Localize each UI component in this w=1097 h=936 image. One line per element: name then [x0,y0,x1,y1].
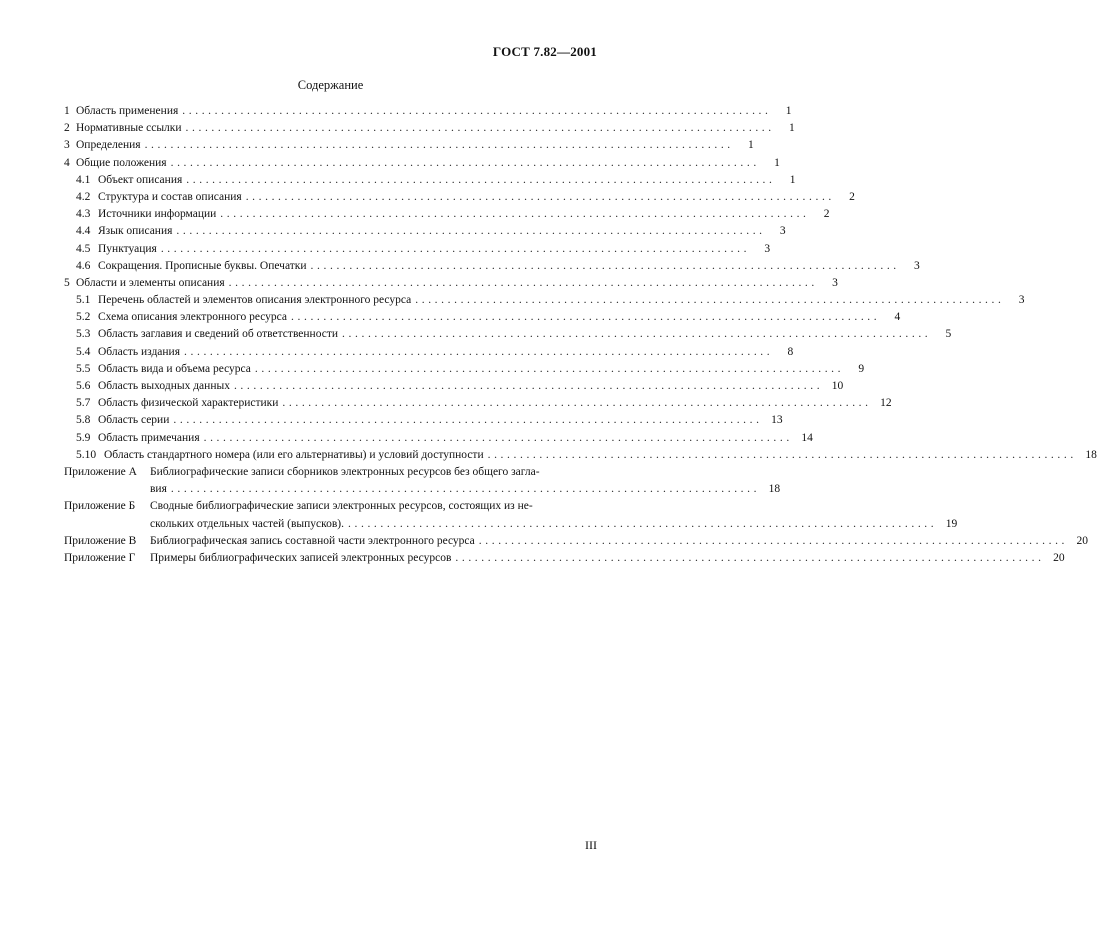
appendix-entry [64,550,1065,567]
toc-entry-page: 3 [914,259,920,272]
dot-leader: ........................................................................................... [185,122,775,135]
dot-leader: ........................................................................................... [455,551,1045,564]
toc-entry-number: 5.7 [76,397,91,410]
toc-entry [64,223,786,240]
toc-entry-label: Область стандартного номера (или его альтернативы) и условий доступности [104,448,484,461]
toc-entry [64,103,792,120]
toc-entry-page: 18 [1085,448,1097,461]
toc-entry [64,412,783,429]
toc-entry-number: 3 [64,139,70,152]
toc-entry-label: Определения [76,139,141,152]
toc-entry [64,378,844,395]
appendix-page: 20 [1053,551,1065,564]
appendix-page: 20 [1076,534,1089,547]
toc-entry-label: Пунктуация [98,242,157,255]
toc-entry-number: 4.4 [76,225,91,238]
toc-entry-label: Общие положения [76,156,167,169]
appendix-title [150,498,600,515]
dot-leader: ........................................................................................... [160,242,751,255]
toc-entry-number: 5.9 [76,431,91,444]
toc-entry-page: 1 [789,173,796,186]
toc-entries [64,103,1097,464]
dot-leader: ........................................................................................... [173,414,763,427]
toc-entry [64,206,830,223]
toc-entry-number: 4.6 [76,259,91,272]
toc-entry [64,292,1025,309]
toc-entry-number: 1 [64,105,70,117]
toc-entry-number: 4.5 [76,242,91,255]
appendix-title-line1: Сводные библиографические записи электронных ресурсов, состоящих из не- [150,500,533,513]
appendix-title-line2: вия [150,483,167,496]
toc-entry-page: 1 [789,122,795,135]
toc-entry-label: Область физической характеристики [98,397,279,410]
dot-leader: ........................................................................................... [282,397,872,410]
appendix-entry-continued [64,481,781,498]
toc-entry [64,361,865,378]
toc-entry-label: Язык описания [98,225,173,238]
dot-leader: ........................................................................................... [186,173,776,186]
toc-entry [64,137,754,154]
dot-leader: ........................................................................................... [487,448,1077,461]
toc-entry-label: Область вида и объема ресурса [98,362,251,375]
toc-entry-label: Области и элементы описания [76,276,225,289]
toc-entry-number: 4.2 [76,190,91,203]
appendix-prefix: Приложение А [64,465,137,478]
toc-entry [64,309,901,326]
toc-entry [64,241,771,258]
appendix-prefix: Приложение Г [64,551,136,564]
toc-entry-label: Объект описания [98,173,183,186]
dot-leader: ........................................................................................... [291,311,881,324]
toc-entry-number: 4 [64,156,70,169]
toc-entry-page: 4 [894,311,901,324]
appendix-prefix: Приложение Б [64,500,136,513]
appendix-prefix: Приложение В [64,534,137,547]
toc-entry-number: 5.1 [76,294,91,307]
toc-entry-label: Область издания [98,345,181,358]
toc-entry-page: 8 [787,345,794,358]
dot-leader: ........................................................................................... [203,431,793,444]
appendix-title-line1: Примеры библиографических записей электронных ресурсов [150,551,452,564]
toc-entry-page: 14 [801,431,813,444]
appendix-title-line2: скольких отдельных частей (выпусков). [150,517,345,530]
dot-leader: ........................................................................................... [176,225,766,238]
toc-entry-number: 4.3 [76,208,91,221]
dot-leader: ........................................................................................... [342,328,932,341]
dot-leader: ........................................................................................... [348,517,938,530]
appendix-page: 19 [945,517,958,530]
table-of-contents [64,103,1097,567]
toc-entry-label: Источники информации [98,208,217,221]
toc-entry-page: 2 [849,190,855,203]
toc-entry-number: 5.5 [76,362,91,375]
toc-entry-page: 1 [748,139,754,152]
toc-appendices [64,464,1089,567]
toc-entry [64,344,794,361]
toc-entry-page: 12 [880,397,892,410]
dot-leader: ........................................................................................... [415,294,1005,307]
toc-entry-number: 5.10 [76,448,97,461]
dot-leader: ........................................................................................... [170,156,760,169]
toc-entry-number: 5.4 [76,345,91,358]
toc-entry [64,189,855,206]
dot-leader: ........................................................................................... [254,362,845,375]
toc-entry-label: Нормативные ссылки [76,122,182,135]
toc-entry-page: 3 [1018,294,1025,307]
toc-entry-label: Область выходных данных [98,380,230,392]
toc-entry-label: Область заглавия и сведений об ответственности [98,328,339,341]
toc-entry-page: 1 [774,156,780,169]
document-id: ГОСТ 7.82—2001 [492,44,597,59]
toc-entry [64,258,920,275]
toc-entry-label: Сокращения. Прописные буквы. Опечатки [98,259,307,272]
toc-entry [64,395,892,412]
toc-entry-page: 1 [785,105,792,117]
toc-entry-page: 13 [771,414,783,427]
toc-entry-number: 5.6 [76,380,91,392]
toc-title: Содержание [297,78,364,92]
dot-leader: ........................................................................................... [310,259,900,272]
dot-leader: ........................................................................................... [245,190,835,203]
dot-leader: ........................................................................................... [220,208,810,221]
dot-leader: ........................................................................................... [144,139,734,152]
toc-entry-label: Перечень областей и элементов описания электронного ресурса [98,294,412,307]
toc-entry-page: 3 [764,242,771,255]
toc-entry-label: Область примечания [98,431,200,444]
appendix-entry-continued [64,516,958,533]
toc-entry [64,430,813,447]
toc-entry [64,326,952,343]
dot-leader: ........................................................................................... [170,483,761,496]
appendix-entry [64,533,1089,550]
toc-entry-number: 4.1 [76,173,91,186]
toc-entry-page: 3 [832,276,838,289]
dot-leader: ........................................................................................... [182,105,772,117]
toc-entry-label: Схема описания электронного ресурса [98,311,288,324]
toc-entry [64,172,796,189]
dot-leader: ........................................................................................... [233,380,824,392]
dot-leader: ........................................................................................... [184,345,774,358]
appendix-title-line1: Библиографическая запись составной части электронного ресурса [150,534,475,547]
appendix-page: 18 [768,483,781,496]
page-number: III [585,838,597,852]
dot-leader: ........................................................................................... [478,534,1069,547]
toc-entry-label: Структура и состав описания [98,190,242,203]
toc-entry [64,275,838,292]
toc-entry-page: 10 [831,380,844,392]
toc-entry-page: 3 [779,225,786,238]
toc-entry-label: Область применения [76,105,179,117]
toc-entry [64,447,1097,464]
toc-entry-label: Область серии [98,414,170,427]
toc-entry-number: 5.3 [76,328,91,341]
appendix-title [150,464,600,481]
toc-entry-number: 5.8 [76,414,91,427]
toc-entry [64,155,780,172]
toc-entry-page: 5 [945,328,952,341]
appendix-title-line1: Библиографические записи сборников электронных ресурсов без общего загла- [150,465,540,478]
appendix-entry [64,498,600,515]
toc-entry-number: 2 [64,122,70,135]
toc-entry-page: 2 [823,208,830,221]
toc-entry-page: 9 [858,362,865,375]
toc-entry-number: 5 [64,276,70,289]
toc-entry-number: 5.2 [76,311,91,324]
appendix-entry [64,464,600,481]
toc-entry [64,120,795,137]
dot-leader: ........................................................................................... [228,276,818,289]
